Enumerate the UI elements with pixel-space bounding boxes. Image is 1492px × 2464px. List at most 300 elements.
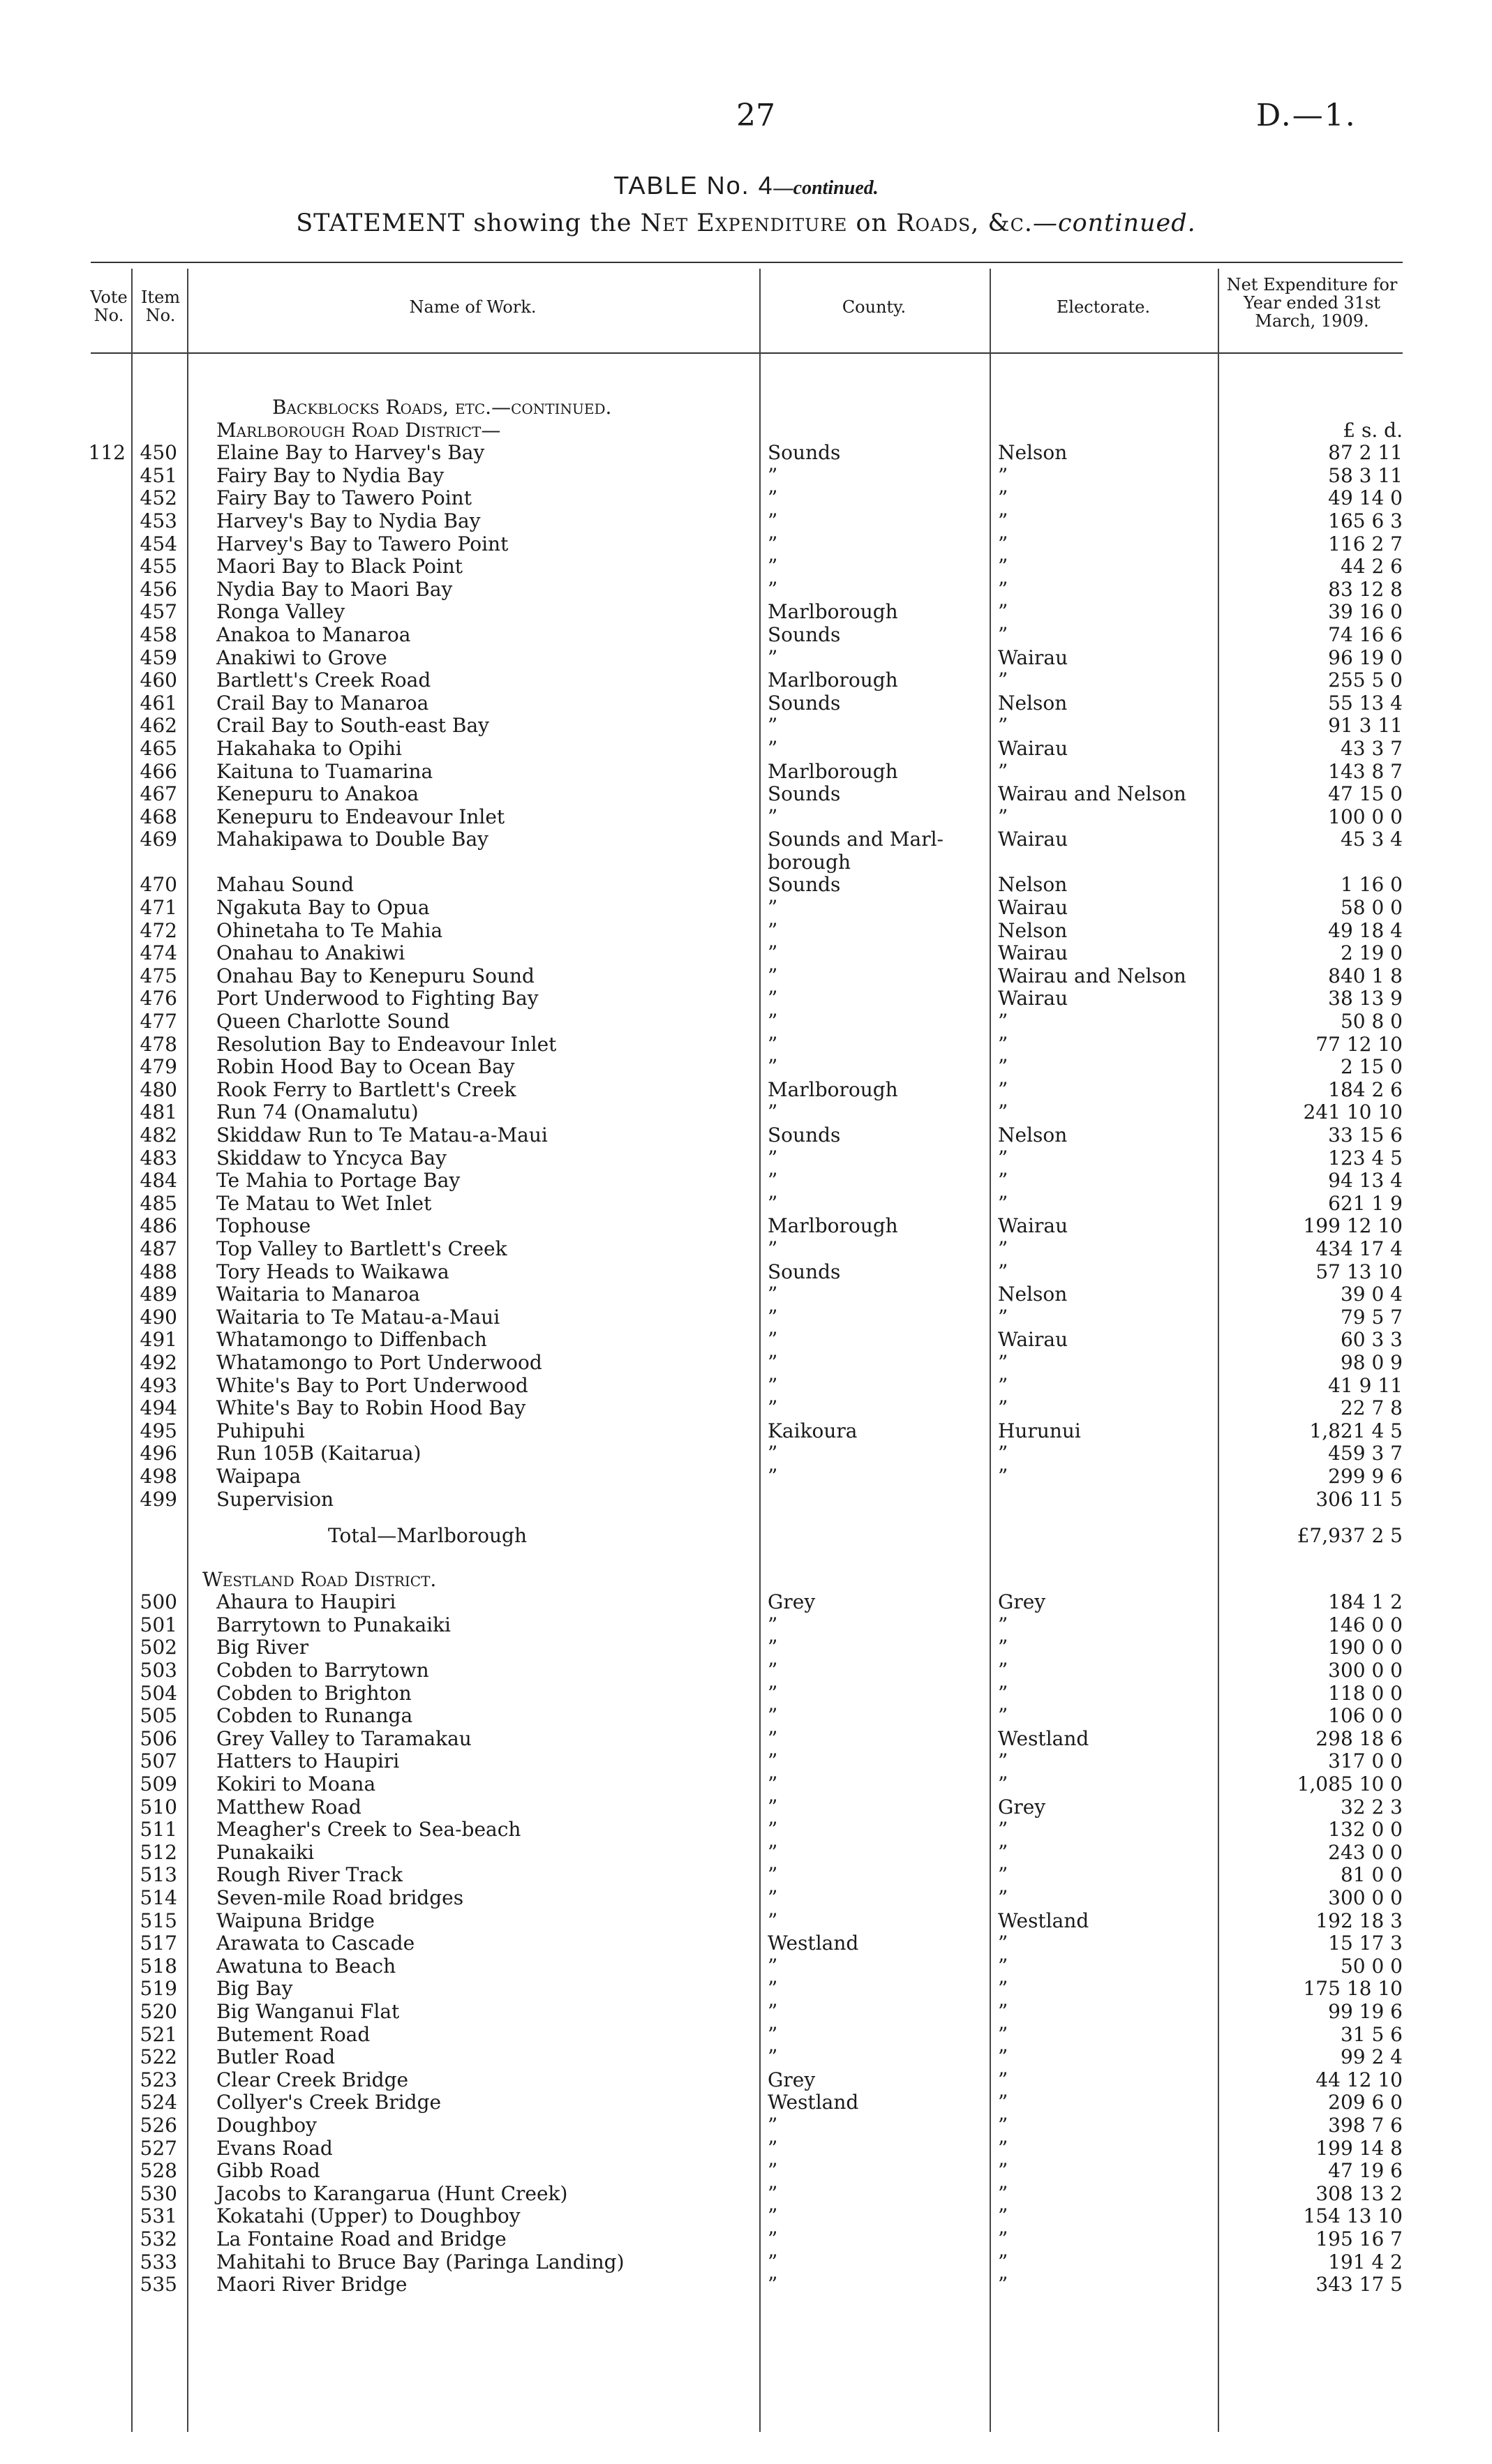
work-name: Waipapa xyxy=(216,1464,301,1488)
county: ” xyxy=(768,736,778,760)
item-number: 450 xyxy=(140,441,177,465)
item-number: 472 xyxy=(140,918,177,942)
table-row xyxy=(0,1614,1492,1637)
work-name: Kokatahi (Upper) to Doughboy xyxy=(216,2204,521,2228)
work-name: Onahau Bay to Kenepuru Sound xyxy=(216,964,535,987)
table-row xyxy=(0,1283,1492,1306)
county: ” xyxy=(768,1636,778,1659)
table-row xyxy=(0,1215,1492,1238)
work-name: Tophouse xyxy=(216,1214,311,1238)
electorate: Nelson xyxy=(998,1123,1068,1147)
electorate: ” xyxy=(998,2045,1008,2069)
county: ” xyxy=(768,645,778,669)
electorate: ” xyxy=(998,622,1008,646)
westland-rows xyxy=(0,1591,1492,2296)
table-top-rule xyxy=(91,262,1403,263)
table-row xyxy=(0,1819,1492,1842)
expenditure-amount: 58 0 0 xyxy=(1340,896,1403,920)
electorate: ” xyxy=(998,2227,1008,2250)
expenditure-amount: 39 0 4 xyxy=(1340,1283,1403,1306)
total-amount: £7,937 2 5 xyxy=(1297,1524,1403,1548)
item-number: 535 xyxy=(140,2273,177,2297)
expenditure-amount: 192 18 3 xyxy=(1315,1909,1403,1932)
work-name: Big Bay xyxy=(216,1977,293,2001)
table-row xyxy=(0,1864,1492,1887)
electorate: ” xyxy=(998,714,1008,738)
expenditure-amount: 96 19 0 xyxy=(1328,645,1403,669)
expenditure-amount: 1,085 10 0 xyxy=(1297,1772,1403,1796)
county: ” xyxy=(768,2181,778,2205)
electorate: Westland xyxy=(998,1909,1089,1932)
county: ” xyxy=(768,1795,778,1819)
electorate: ” xyxy=(998,1396,1008,1420)
electorate: Wairau xyxy=(998,645,1068,669)
work-name: Collyer's Creek Bridge xyxy=(216,2091,442,2114)
currency-header: £ s. d. xyxy=(1343,418,1403,442)
table-row xyxy=(0,1306,1492,1329)
electorate: ” xyxy=(998,1010,1008,1033)
electorate: ” xyxy=(998,1932,1008,1955)
table-row xyxy=(0,874,1492,897)
item-number: 487 xyxy=(140,1237,177,1260)
work-name: Jacobs to Karangarua (Hunt Creek) xyxy=(216,2181,568,2205)
spacer-row xyxy=(0,1548,1492,1569)
work-name: Big River xyxy=(216,1636,309,1659)
work-name: Fairy Bay to Nydia Bay xyxy=(216,463,445,487)
work-name: Resolution Bay to Endeavour Inlet xyxy=(216,1032,557,1056)
item-number: 465 xyxy=(140,736,177,760)
electorate: ” xyxy=(998,669,1008,692)
item-number: 511 xyxy=(140,1818,177,1842)
work-name: Whatamongo to Port Underwood xyxy=(216,1350,542,1374)
table-row xyxy=(0,1796,1492,1819)
work-name: Run 105B (Kaitarua) xyxy=(216,1442,422,1465)
item-number: 533 xyxy=(140,2250,177,2273)
work-name: Waitaria to Te Matau-a-Maui xyxy=(216,1305,500,1329)
work-name: Whatamongo to Diffenbach xyxy=(216,1328,487,1352)
work-name: Kaituna to Tuamarina xyxy=(216,759,433,783)
county: ” xyxy=(768,1055,778,1079)
item-number: 530 xyxy=(140,2181,177,2205)
expenditure-amount: 50 0 0 xyxy=(1340,1954,1403,1978)
table-row xyxy=(0,1842,1492,1865)
expenditure-amount: 44 2 6 xyxy=(1340,555,1403,578)
electorate: Nelson xyxy=(998,1283,1068,1306)
county: Sounds xyxy=(768,691,841,715)
table-row xyxy=(0,1955,1492,1978)
expenditure-amount: 94 13 4 xyxy=(1328,1169,1403,1193)
expenditure-amount: 49 14 0 xyxy=(1328,486,1403,510)
item-number: 452 xyxy=(140,486,177,510)
table-row xyxy=(0,1488,1492,1511)
item-number: 459 xyxy=(140,645,177,669)
electorate: ” xyxy=(998,1954,1008,1978)
table-row xyxy=(0,510,1492,533)
table-row xyxy=(0,1750,1492,1773)
work-name: Waipuna Bridge xyxy=(216,1909,375,1932)
subtitle-part-d: Roads, &c. xyxy=(896,209,1033,237)
county: ” xyxy=(768,964,778,987)
expenditure-amount: 621 1 9 xyxy=(1328,1191,1403,1215)
spacer-row xyxy=(0,1511,1492,1525)
work-name: Cobden to Barrytown xyxy=(216,1659,429,1682)
table-row xyxy=(0,828,1492,851)
work-name: Meagher's Creek to Sea-beach xyxy=(216,1818,521,1842)
county: ” xyxy=(768,555,778,578)
county: ” xyxy=(768,1464,778,1488)
county: ” xyxy=(768,1305,778,1329)
work-name: Butement Road xyxy=(216,2022,371,2046)
table-row xyxy=(0,669,1492,692)
county: ” xyxy=(768,805,778,828)
work-name: Supervision xyxy=(216,1487,334,1511)
work-name: Anakoa to Manaroa xyxy=(216,622,411,646)
table-row xyxy=(0,1910,1492,1933)
county: Sounds xyxy=(768,1260,841,1283)
item-number: 493 xyxy=(140,1373,177,1397)
work-name: Cobden to Runanga xyxy=(216,1704,413,1728)
table-row xyxy=(0,2273,1492,2297)
table-row xyxy=(0,1147,1492,1170)
work-name: Elaine Bay to Harvey's Bay xyxy=(216,441,485,465)
item-number: 470 xyxy=(140,873,177,897)
item-number: 456 xyxy=(140,577,177,601)
work-name: Kokiri to Moana xyxy=(216,1772,376,1796)
expenditure-amount: 100 0 0 xyxy=(1328,805,1403,828)
table-row xyxy=(0,1079,1492,1102)
table-row xyxy=(0,1329,1492,1352)
table-row xyxy=(0,1887,1492,1910)
electorate: ” xyxy=(998,2136,1008,2160)
item-number: 531 xyxy=(140,2204,177,2228)
expenditure-amount: 343 17 5 xyxy=(1315,2273,1403,2297)
work-name: Evans Road xyxy=(216,2136,333,2160)
subtitle-part-c: on xyxy=(856,209,888,237)
electorate: ” xyxy=(998,1032,1008,1056)
work-name: Barrytown to Punakaiki xyxy=(216,1613,452,1636)
work-name: White's Bay to Port Underwood xyxy=(216,1373,528,1397)
table-row xyxy=(0,1124,1492,1147)
county: ” xyxy=(768,1704,778,1728)
expenditure-amount: 1 16 0 xyxy=(1340,873,1403,897)
item-number: 483 xyxy=(140,1146,177,1170)
electorate: Wairau xyxy=(998,1328,1068,1352)
expenditure-amount: 143 8 7 xyxy=(1328,759,1403,783)
item-number: 490 xyxy=(140,1305,177,1329)
expenditure-amount: 175 18 10 xyxy=(1303,1977,1403,2001)
subtitle-part-e: —continued. xyxy=(1032,209,1196,237)
electorate: ” xyxy=(998,1260,1008,1283)
vote-number: 112 xyxy=(88,441,126,465)
spacer-row xyxy=(0,377,1492,396)
county: ” xyxy=(768,1999,778,2023)
table-row xyxy=(0,1728,1492,1751)
work-name: Skiddaw to Yncyca Bay xyxy=(216,1146,447,1170)
expenditure-amount: 118 0 0 xyxy=(1328,1681,1403,1705)
expenditure-amount: 2 19 0 xyxy=(1340,941,1403,965)
col-head-name: Name of Work. xyxy=(409,297,537,317)
county: ” xyxy=(768,1909,778,1932)
table-row xyxy=(0,2001,1492,2024)
table-row xyxy=(0,2205,1492,2228)
electorate: ” xyxy=(998,2068,1008,2091)
work-name: Ahaura to Haupiri xyxy=(216,1590,396,1614)
county: ” xyxy=(768,1396,778,1420)
item-number: 500 xyxy=(140,1590,177,1614)
item-number: 476 xyxy=(140,987,177,1010)
district-heading-westland: Westland Road District. xyxy=(202,1567,437,1591)
item-number: 526 xyxy=(140,2113,177,2137)
county: ” xyxy=(768,2159,778,2183)
work-name: Maori River Bridge xyxy=(216,2273,408,2297)
item-number: 501 xyxy=(140,1613,177,1636)
total-label: Total—Marlborough xyxy=(328,1524,527,1548)
table-row xyxy=(0,783,1492,806)
electorate: Wairau xyxy=(998,896,1068,920)
county: ” xyxy=(768,2227,778,2250)
section-heading: Backblocks Roads, etc.—continued. xyxy=(272,396,612,419)
county: Marlborough xyxy=(768,600,898,624)
county: ” xyxy=(768,577,778,601)
county: ” xyxy=(768,2022,778,2046)
item-number: 461 xyxy=(140,691,177,715)
work-name: Robin Hood Bay to Ocean Bay xyxy=(216,1055,515,1079)
county: ” xyxy=(768,941,778,965)
item-number: 502 xyxy=(140,1636,177,1659)
table-row xyxy=(0,806,1492,829)
expenditure-amount: 306 11 5 xyxy=(1315,1487,1403,1511)
work-name: Grey Valley to Taramakau xyxy=(216,1726,472,1750)
county: ” xyxy=(768,2136,778,2160)
electorate: Grey xyxy=(998,1795,1046,1819)
work-name: Kenepuru to Anakoa xyxy=(216,782,419,806)
item-number: 466 xyxy=(140,759,177,783)
table-row xyxy=(0,1261,1492,1284)
county: ” xyxy=(768,1726,778,1750)
electorate: Wairau xyxy=(998,736,1068,760)
county: Sounds xyxy=(768,1123,841,1147)
work-name: Kenepuru to Endeavour Inlet xyxy=(216,805,505,828)
expenditure-amount: 241 10 10 xyxy=(1303,1100,1403,1124)
county: Marlborough xyxy=(768,669,898,692)
work-name: Awatuna to Beach xyxy=(216,1954,396,1978)
expenditure-amount: 2 15 0 xyxy=(1340,1055,1403,1079)
item-number: 460 xyxy=(140,669,177,692)
district-heading-row xyxy=(0,1569,1492,1592)
county: Sounds xyxy=(768,622,841,646)
work-name: Te Mahia to Portage Bay xyxy=(216,1169,461,1193)
table-row xyxy=(0,2069,1492,2092)
electorate: ” xyxy=(998,1305,1008,1329)
county: ” xyxy=(768,1954,778,1978)
expenditure-amount: 255 5 0 xyxy=(1328,669,1403,692)
electorate: ” xyxy=(998,2181,1008,2205)
work-name: Anakiwi to Grove xyxy=(216,645,387,669)
work-name: Ngakuta Bay to Opua xyxy=(216,896,430,920)
item-number: 528 xyxy=(140,2159,177,2183)
item-number: 484 xyxy=(140,1169,177,1193)
county: Sounds and Marl- xyxy=(768,828,944,851)
electorate: Wairau xyxy=(998,941,1068,965)
document-reference: D.—1. xyxy=(1256,98,1357,133)
electorate: ” xyxy=(998,1464,1008,1488)
expenditure-amount: 840 1 8 xyxy=(1328,964,1403,987)
county: ” xyxy=(768,1328,778,1352)
county: ” xyxy=(768,1100,778,1124)
work-name: Harvey's Bay to Tawero Point xyxy=(216,532,509,555)
work-name: Rough River Track xyxy=(216,1863,403,1887)
county: ” xyxy=(768,1237,778,1260)
item-number: 517 xyxy=(140,1932,177,1955)
expenditure-amount: 15 17 3 xyxy=(1328,1932,1403,1955)
county: Grey xyxy=(768,2068,816,2091)
table-row xyxy=(0,2091,1492,2114)
table-row xyxy=(0,1773,1492,1796)
section-heading-row xyxy=(0,396,1492,419)
electorate: ” xyxy=(998,1169,1008,1193)
expenditure-amount: 83 12 8 xyxy=(1328,577,1403,601)
county: ” xyxy=(768,1350,778,1374)
item-number: 481 xyxy=(140,1100,177,1124)
expenditure-amount: 50 8 0 xyxy=(1340,1010,1403,1033)
work-name: Cobden to Brighton xyxy=(216,1681,412,1705)
table-row xyxy=(0,601,1492,624)
table-row xyxy=(0,1238,1492,1261)
electorate: ” xyxy=(998,1191,1008,1215)
item-number: 478 xyxy=(140,1032,177,1056)
work-name: Hakahaka to Opihi xyxy=(216,736,402,760)
expenditure-amount: 41 9 11 xyxy=(1328,1373,1403,1397)
work-name: Rook Ferry to Bartlett's Creek xyxy=(216,1077,516,1101)
expenditure-amount: 199 12 10 xyxy=(1303,1214,1403,1238)
electorate: ” xyxy=(998,1681,1008,1705)
work-name: Fairy Bay to Tawero Point xyxy=(216,486,472,510)
work-name: Matthew Road xyxy=(216,1795,361,1819)
item-number: 457 xyxy=(140,600,177,624)
county: Marlborough xyxy=(768,1077,898,1101)
work-name: Tory Heads to Waikawa xyxy=(216,1260,449,1283)
table-row xyxy=(0,1352,1492,1375)
item-number: 524 xyxy=(140,2091,177,2114)
electorate: ” xyxy=(998,1146,1008,1170)
expenditure-amount: 123 4 5 xyxy=(1328,1146,1403,1170)
item-number: 499 xyxy=(140,1487,177,1511)
county: ” xyxy=(768,509,778,532)
expenditure-amount: 317 0 0 xyxy=(1328,1749,1403,1773)
electorate: Nelson xyxy=(998,918,1068,942)
electorate: ” xyxy=(998,1863,1008,1887)
table-row xyxy=(0,647,1492,670)
expenditure-amount: 1,821 4 5 xyxy=(1309,1419,1403,1442)
expenditure-amount: 434 17 4 xyxy=(1315,1237,1403,1260)
marlborough-rows xyxy=(0,442,1492,1511)
item-number: 486 xyxy=(140,1214,177,1238)
table-row xyxy=(0,465,1492,488)
item-number: 462 xyxy=(140,714,177,738)
county: ” xyxy=(768,918,778,942)
county: ” xyxy=(768,1146,778,1170)
electorate: Nelson xyxy=(998,441,1068,465)
table-row xyxy=(0,1978,1492,2001)
electorate: ” xyxy=(998,486,1008,510)
item-number: 485 xyxy=(140,1191,177,1215)
electorate: ” xyxy=(998,577,1008,601)
expenditure-amount: 79 5 7 xyxy=(1340,1305,1403,1329)
table-row xyxy=(0,1659,1492,1682)
item-number: 451 xyxy=(140,463,177,487)
electorate: ” xyxy=(998,1840,1008,1864)
electorate: ” xyxy=(998,759,1008,783)
expenditure-amount: 308 13 2 xyxy=(1315,2181,1403,2205)
item-number: 455 xyxy=(140,555,177,578)
col-head-expenditure: Net Expenditure for Year ended 31st March, 1909. xyxy=(1226,275,1398,331)
table-row xyxy=(0,2160,1492,2183)
table-row xyxy=(0,1442,1492,1465)
expenditure-amount: 60 3 3 xyxy=(1340,1328,1403,1352)
county: ” xyxy=(768,2250,778,2273)
electorate: ” xyxy=(998,2113,1008,2137)
work-name: Doughboy xyxy=(216,2113,317,2137)
electorate: ” xyxy=(998,532,1008,555)
item-number: 471 xyxy=(140,896,177,920)
expenditure-amount: 81 0 0 xyxy=(1340,1863,1403,1887)
item-number: 494 xyxy=(140,1396,177,1420)
item-number: 491 xyxy=(140,1328,177,1352)
work-name: Top Valley to Bartlett's Creek xyxy=(216,1237,507,1260)
district-heading-marlborough: Marlborough Road District— xyxy=(216,418,501,442)
table-row xyxy=(0,1420,1492,1443)
district-heading-row xyxy=(0,419,1492,442)
county: ” xyxy=(768,2045,778,2069)
table-row xyxy=(0,2046,1492,2069)
expenditure-amount: 99 19 6 xyxy=(1328,1999,1403,2023)
expenditure-amount: 99 2 4 xyxy=(1340,2045,1403,2069)
work-name: Nydia Bay to Maori Bay xyxy=(216,577,453,601)
county: ” xyxy=(768,987,778,1010)
table-row xyxy=(0,851,1492,874)
col-head-item: Item No. xyxy=(140,288,181,325)
expenditure-amount: 116 2 7 xyxy=(1328,532,1403,555)
expenditure-amount: 459 3 7 xyxy=(1328,1442,1403,1465)
electorate: Hurunui xyxy=(998,1419,1081,1442)
item-number: 475 xyxy=(140,964,177,987)
item-number: 489 xyxy=(140,1283,177,1306)
electorate: ” xyxy=(998,463,1008,487)
electorate: Wairau xyxy=(998,828,1068,851)
electorate: ” xyxy=(998,1818,1008,1842)
table-row xyxy=(0,738,1492,761)
work-name: Mahitahi to Bruce Bay (Paringa Landing) xyxy=(216,2250,625,2273)
expenditure-amount: 190 0 0 xyxy=(1328,1636,1403,1659)
electorate: ” xyxy=(998,1055,1008,1079)
col-head-electorate: Electorate. xyxy=(1056,297,1151,317)
item-number: 510 xyxy=(140,1795,177,1819)
item-number: 520 xyxy=(140,1999,177,2023)
electorate: Nelson xyxy=(998,873,1068,897)
item-number: 509 xyxy=(140,1772,177,1796)
work-name: Mahakipawa to Double Bay xyxy=(216,828,488,851)
expenditure-amount: 106 0 0 xyxy=(1328,1704,1403,1728)
table-row xyxy=(0,1375,1492,1398)
work-name: Mahau Sound xyxy=(216,873,355,897)
county: Sounds xyxy=(768,873,841,897)
county: ” xyxy=(768,1772,778,1796)
table-row xyxy=(0,1591,1492,1614)
item-number: 474 xyxy=(140,941,177,965)
expenditure-amount: 299 9 6 xyxy=(1328,1464,1403,1488)
electorate: ” xyxy=(998,600,1008,624)
col-head-county: County. xyxy=(842,297,907,317)
